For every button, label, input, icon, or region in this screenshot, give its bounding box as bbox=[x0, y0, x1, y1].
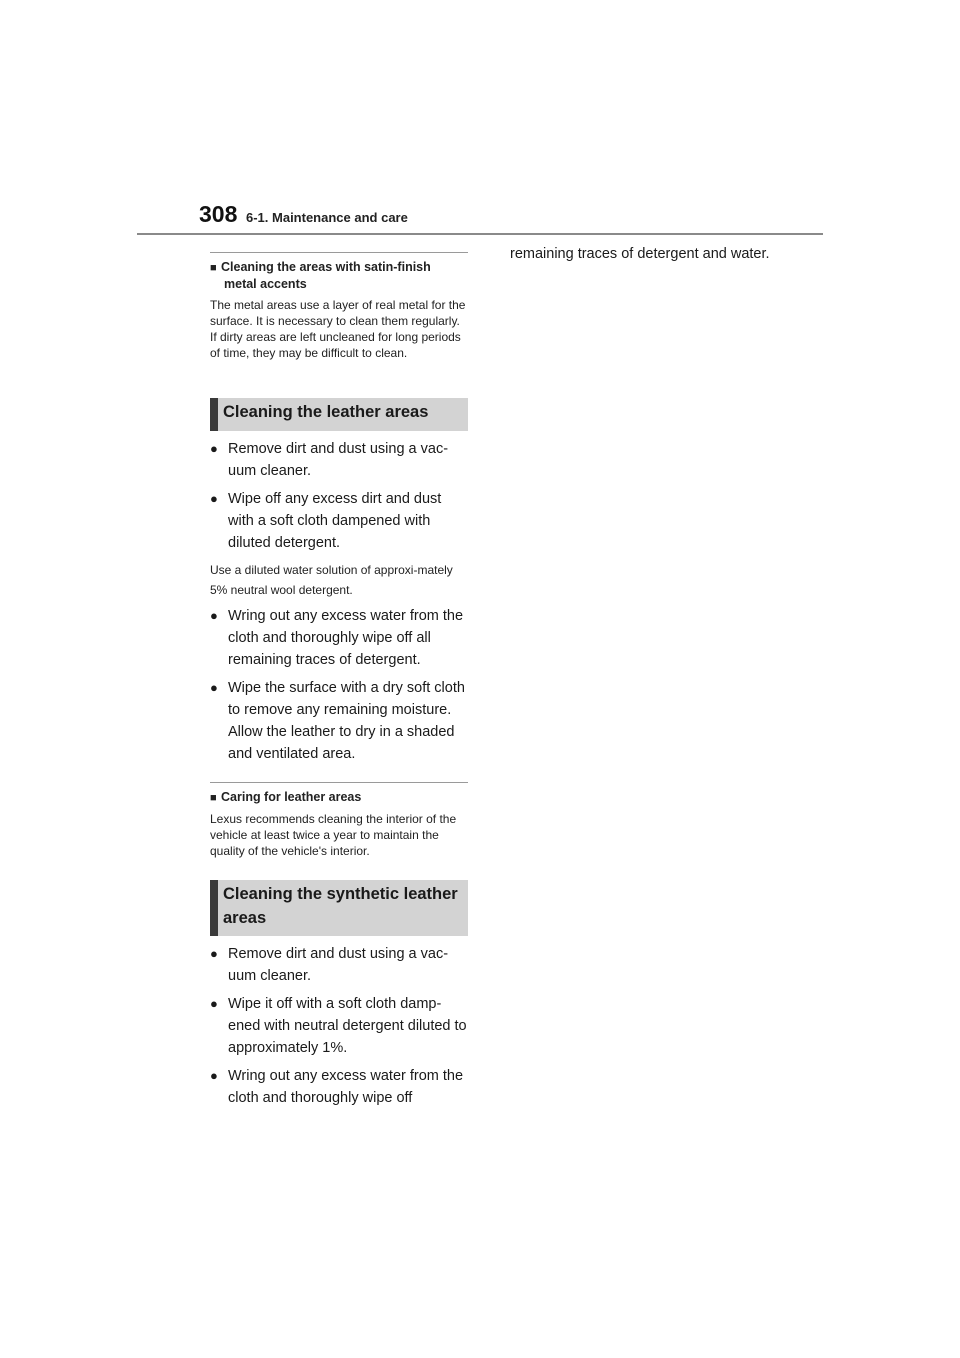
synthetic-bullet-2-text: Wipe it off with a soft cloth damp-ened with neutral detergent diluted to approximately 1%. bbox=[228, 996, 467, 1056]
page-number: 308 bbox=[199, 201, 238, 227]
bullet-dot-icon: ● bbox=[210, 608, 218, 623]
leather-bullet-4 bbox=[210, 677, 468, 765]
right-column bbox=[510, 243, 770, 265]
leather-bullet-1-text: Remove dirt and dust using a vac-uum cleaner. bbox=[228, 441, 449, 479]
leather-bullet-4-text: Wipe the surface with a dry soft cloth to remove any remaining moisture. Allow the leather to dry in a shaded and ventilated area. bbox=[228, 680, 465, 762]
square-marker-icon: ■ bbox=[210, 792, 217, 804]
subhead-caring bbox=[210, 789, 468, 806]
synthetic-bullet-3-text: Wring out any excess water from the cloth and thoroughly wipe off bbox=[228, 1068, 464, 1106]
heading-leather: Cleaning the leather areas bbox=[210, 398, 468, 431]
leather-bullet-2-text: Wipe off any excess dirt and dust with a soft cloth dampened with diluted detergent. bbox=[228, 491, 442, 551]
header-rule bbox=[137, 233, 823, 235]
synthetic-bullet-1-text: Remove dirt and dust using a vac-uum cleaner. bbox=[228, 946, 449, 984]
satin-body: The metal areas use a layer of real metal for the surface. It is necessary to clean them regularly. If dirty areas are left uncleaned for long periods of time, they may be difficult to clean. bbox=[210, 298, 466, 360]
continuation-text: remaining traces of detergent and water. bbox=[510, 246, 770, 262]
bullet-dot-icon: ● bbox=[210, 680, 218, 695]
subhead-rule-satin bbox=[210, 252, 468, 253]
subhead-satin bbox=[210, 259, 468, 292]
subhead-caring-title: Caring for leather areas bbox=[221, 790, 362, 804]
leather-bullet-3-text: Wring out any excess water from the cloth and thoroughly wipe off all remaining traces of detergent. bbox=[228, 608, 464, 668]
heading-synthetic: Cleaning the synthetic leather areas bbox=[210, 880, 468, 936]
synthetic-bullet-1 bbox=[210, 943, 468, 987]
synthetic-bullet-3 bbox=[210, 1065, 468, 1109]
bullet-dot-icon: ● bbox=[210, 491, 218, 506]
leather-note: Use a diluted water solution of approxi-mately 5% neutral wool detergent. bbox=[210, 563, 453, 597]
leather-bullet-3 bbox=[210, 605, 468, 671]
bullet-dot-icon: ● bbox=[210, 996, 218, 1011]
bullet-dot-icon: ● bbox=[210, 1068, 218, 1083]
leather-bullet-2 bbox=[210, 488, 468, 554]
subhead-satin-line2: metal accents bbox=[224, 277, 307, 291]
caring-body: Lexus recommends cleaning the interior of the vehicle at least twice a year to maintain the quality of the vehicle's interior. bbox=[210, 812, 457, 858]
bullet-dot-icon: ● bbox=[210, 946, 218, 961]
square-marker-icon: ■ bbox=[210, 262, 217, 274]
bullet-dot-icon: ● bbox=[210, 441, 218, 456]
subhead-satin-line1: Cleaning the areas with satin-finish bbox=[221, 260, 431, 274]
subhead-rule-caring bbox=[210, 782, 468, 783]
synthetic-bullet-2 bbox=[210, 993, 468, 1059]
section-label: 6-1. Maintenance and care bbox=[246, 210, 408, 225]
leather-bullet-1 bbox=[210, 438, 468, 482]
